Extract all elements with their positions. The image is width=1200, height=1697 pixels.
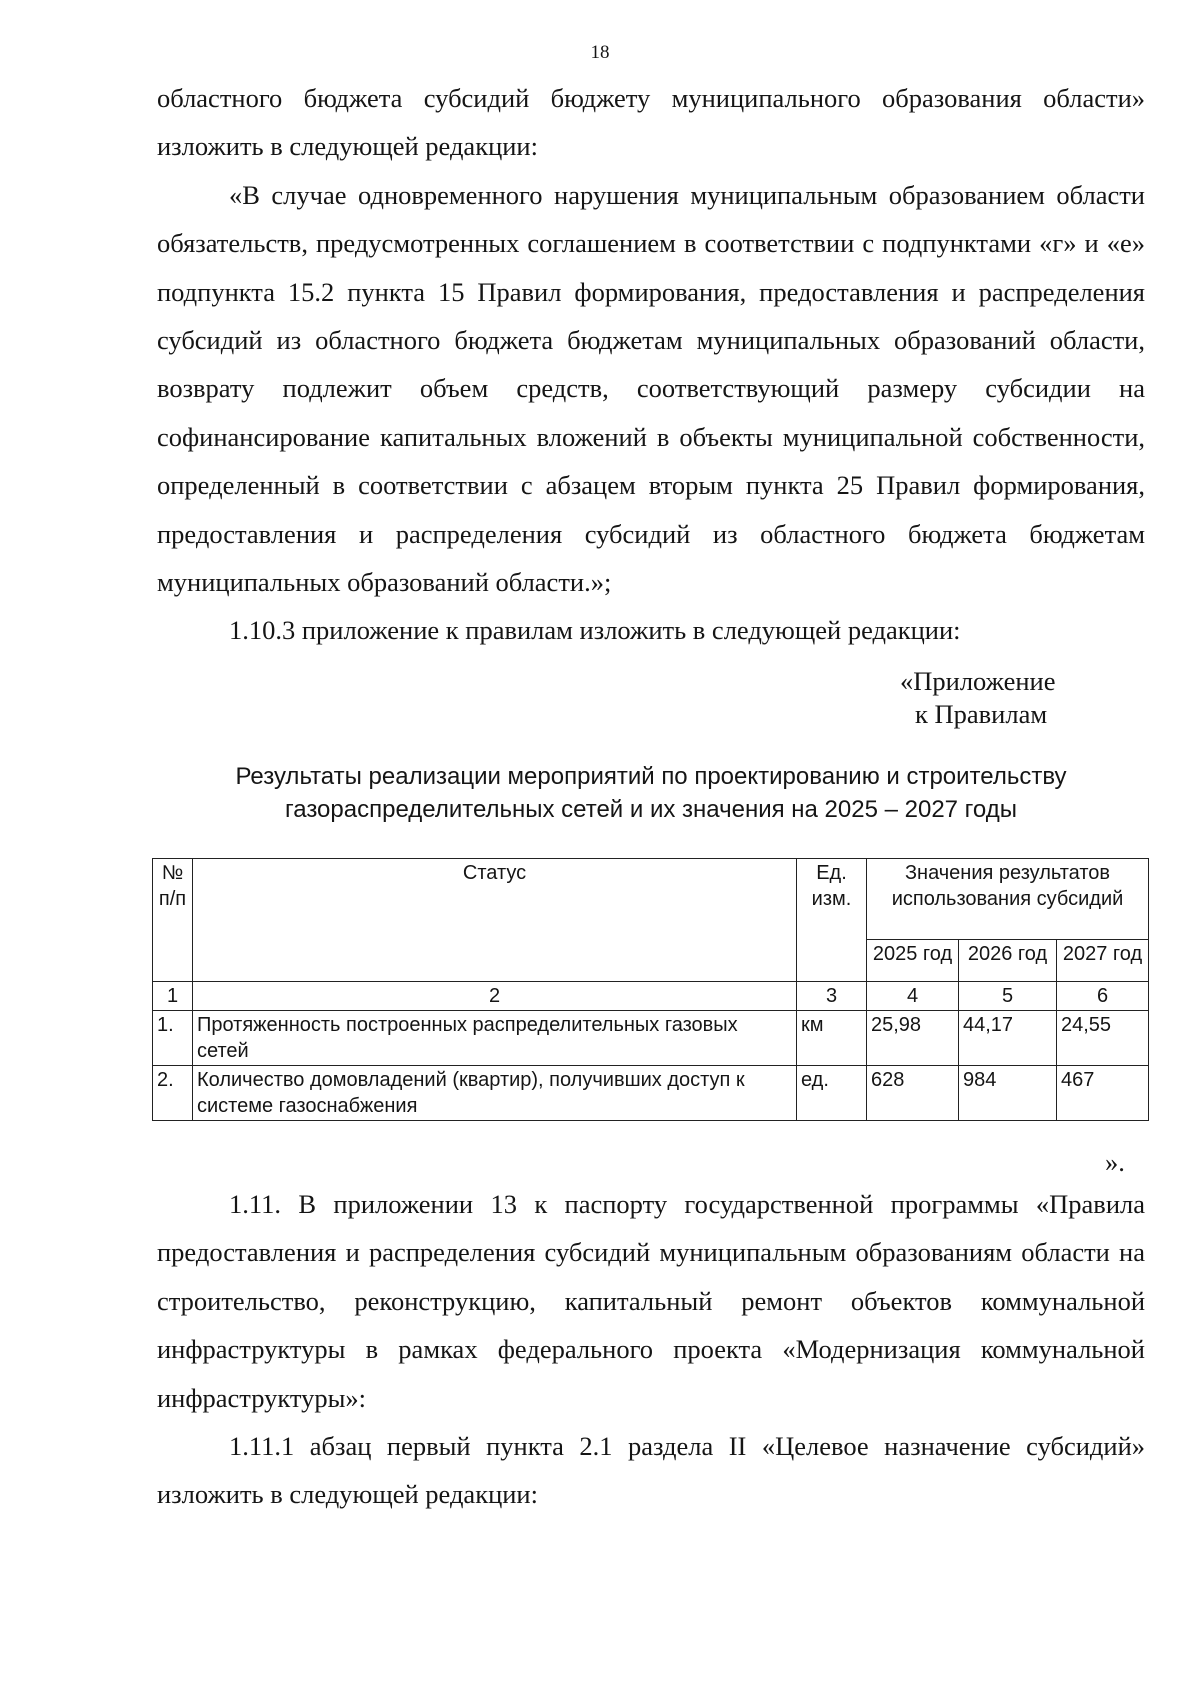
header-values-group: Значения результатов использования субсидий bbox=[867, 859, 1149, 940]
appendix-line: к Правилам bbox=[915, 699, 1048, 729]
appendix-line: «Приложение bbox=[900, 666, 1056, 696]
row-value-2026: 44,17 bbox=[959, 1011, 1057, 1066]
appendix-label bbox=[900, 665, 1120, 731]
page-number: 18 bbox=[590, 42, 610, 63]
paragraph: областного бюджета субсидий бюджету муниципального образования области» изложить в следующей редакции: bbox=[157, 83, 1145, 162]
row-value-2027: 467 bbox=[1057, 1066, 1149, 1121]
text-block-top bbox=[157, 74, 1145, 655]
table-title-line: Результаты реализации мероприятий по проектированию и строительству bbox=[235, 763, 1067, 790]
text-block-bottom bbox=[157, 1180, 1145, 1519]
header-unit: Ед. изм. bbox=[797, 859, 867, 982]
header-year-2025: 2025 год bbox=[867, 939, 959, 981]
row-value-2026: 984 bbox=[959, 1066, 1057, 1121]
index-cell: 2 bbox=[193, 982, 797, 1011]
index-cell: 3 bbox=[797, 982, 867, 1011]
index-cell: 6 bbox=[1057, 982, 1149, 1011]
table-row bbox=[153, 1066, 1149, 1121]
paragraph: 1.11. В приложении 13 к паспорту государственной программы «Правила предоставления и распределения субсидий муниципальным образованиям области на строительство, реконструкцию, капитальный ремонт объектов коммунальной инфраструктуры в рамках федерального проекта «Модернизация коммунальной инфраструктуры»: bbox=[157, 1189, 1145, 1413]
row-unit: км bbox=[797, 1011, 867, 1066]
table-header-row bbox=[153, 859, 1149, 940]
index-cell: 5 bbox=[959, 982, 1057, 1011]
row-value-2025: 25,98 bbox=[867, 1011, 959, 1066]
header-year-2026: 2026 год bbox=[959, 939, 1057, 981]
paragraph: 1.10.3 приложение к правилам изложить в следующей редакции: bbox=[229, 615, 961, 646]
table-title-line: газораспределительных сетей и их значения на 2025 – 2027 годы bbox=[285, 796, 1017, 823]
paragraph: 1.11.1 абзац первый пункта 2.1 раздела II «Целевое назначение субсидий» изложить в следующей редакции: bbox=[157, 1431, 1145, 1510]
table-row bbox=[153, 1011, 1149, 1066]
row-value-2025: 628 bbox=[867, 1066, 959, 1121]
row-value-2027: 24,55 bbox=[1057, 1011, 1149, 1066]
header-status: Статус bbox=[193, 859, 797, 982]
paragraph: «В случае одновременного нарушения муниципальным образованием области обязательств, предусмотренных соглашением в соответствии с подпунктами «г» и «е» подпункта 15.2 пункта 15 Правил формирования, предоставления и распределения субсидий из областного бюджета бюджетам муниципальных образований области, возврату подлежит объем средств, соответствующий размеру субсидии на софинансирование капитальных вложений в объекты муниципальной собственности, определенный в соответствии с абзацем вторым пункта 25 Правил формирования, предоставления и распределения субсидий из областного бюджета бюджетам муниципальных образований области.»; bbox=[157, 179, 1145, 598]
table-title bbox=[157, 760, 1145, 826]
table-index-row bbox=[153, 982, 1149, 1011]
results-table bbox=[152, 858, 1149, 1121]
closing-quote: ». bbox=[1105, 1147, 1125, 1177]
header-num: № п/п bbox=[153, 859, 193, 982]
row-unit: ед. bbox=[797, 1066, 867, 1121]
row-status: Количество домовладений (квартир), получивших доступ к системе газоснабжения bbox=[193, 1066, 797, 1121]
row-num: 2. bbox=[153, 1066, 193, 1121]
row-status: Протяженность построенных распределительных газовых сетей bbox=[193, 1011, 797, 1066]
index-cell: 1 bbox=[153, 982, 193, 1011]
row-num: 1. bbox=[153, 1011, 193, 1066]
index-cell: 4 bbox=[867, 982, 959, 1011]
header-year-2027: 2027 год bbox=[1057, 939, 1149, 981]
